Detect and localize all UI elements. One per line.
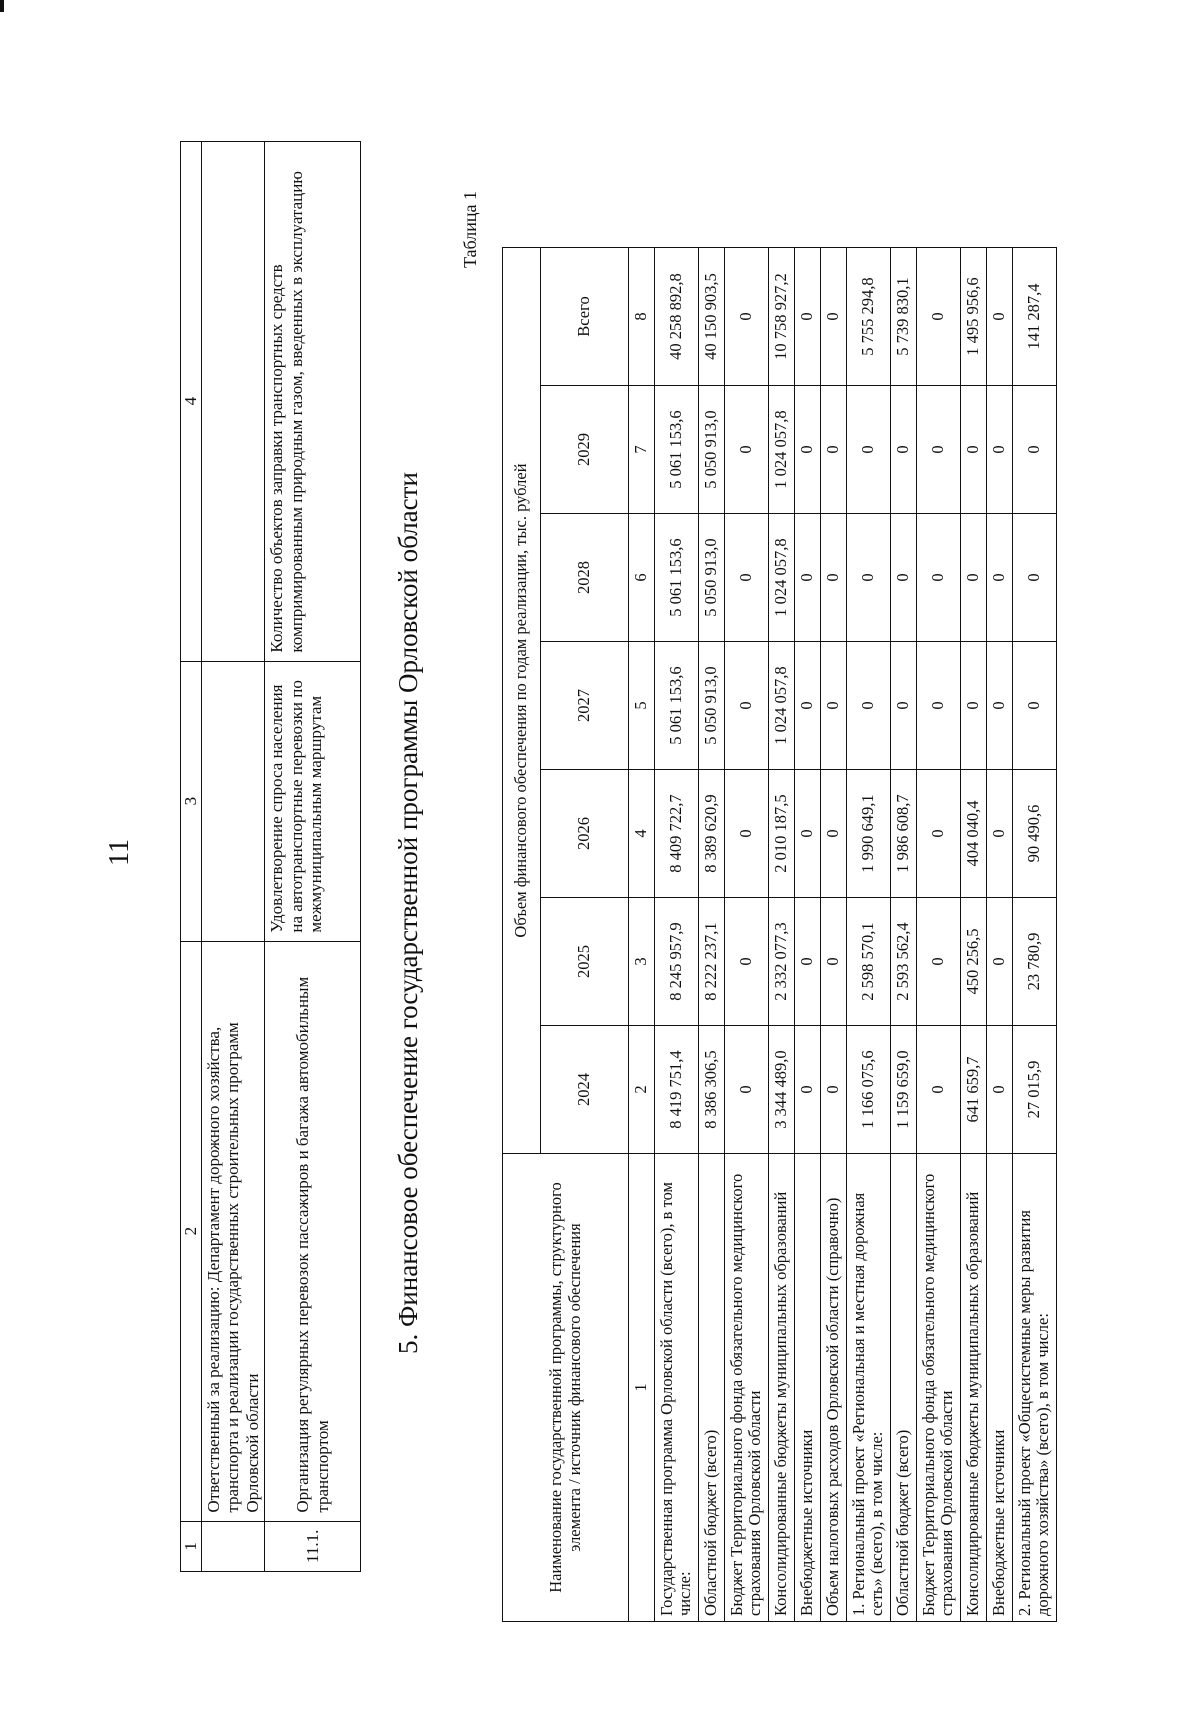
row-total-cell: 0	[821, 248, 847, 386]
row-value-cell: 0	[795, 770, 821, 898]
row-value-cell: 27 015,9	[1013, 1026, 1057, 1154]
activities-header-cell: 3	[181, 661, 202, 941]
row-total-cell: 0	[725, 248, 769, 386]
row-value-cell: 0	[891, 386, 917, 514]
row-value-cell: 1 986 608,7	[891, 770, 917, 898]
row-total-cell: 0	[987, 248, 1013, 386]
table-label: Таблица 1	[460, 191, 480, 268]
financing-header-row	[503, 248, 541, 1622]
row-value-cell: 8 386 306,5	[699, 1026, 725, 1154]
activities-header-cell: 2	[181, 941, 202, 1521]
row-value-cell: 1 990 649,1	[847, 770, 891, 898]
financing-row	[847, 248, 891, 1622]
row-value-cell: 5 050 913,0	[699, 514, 725, 642]
column-index-cell: 6	[629, 514, 655, 642]
row-value-cell: 0	[821, 514, 847, 642]
year-header: 2027	[541, 642, 629, 770]
financing-row	[725, 248, 769, 1622]
row-total-cell: 5 755 294,8	[847, 248, 891, 386]
activities-cell	[201, 1521, 265, 1571]
row-value-cell: 5 050 913,0	[699, 642, 725, 770]
row-value-cell: 5 050 913,0	[699, 386, 725, 514]
row-value-cell: 0	[891, 642, 917, 770]
row-value-cell: 2 598 570,1	[847, 898, 891, 1026]
row-value-cell: 0	[795, 514, 821, 642]
row-name-cell: Консолидированные бюджеты муниципальных образований	[769, 1154, 795, 1622]
row-total-cell: 0	[795, 248, 821, 386]
row-value-cell: 641 659,7	[961, 1026, 987, 1154]
row-value-cell: 0	[795, 898, 821, 1026]
row-value-cell: 0	[1013, 514, 1057, 642]
row-value-cell: 0	[917, 642, 961, 770]
row-name-cell: Бюджет Территориального фонда обязательного медицинского страхования Орловской области	[917, 1154, 961, 1622]
row-value-cell: 1 166 075,6	[847, 1026, 891, 1154]
row-value-cell: 0	[725, 386, 769, 514]
year-header: 2025	[541, 898, 629, 1026]
row-value-cell: 8 419 751,4	[655, 1026, 699, 1154]
responsible-cell: Ответственный за реализацию: Департамент дорожного хозяйства, транспорта и реализации государственных строительных программ Орловской области	[201, 941, 265, 1521]
row-value-cell: 0	[725, 514, 769, 642]
activity-name-cell: Организация регулярных перевозок пассажиров и багажа автомобильным транспортом	[265, 941, 361, 1521]
row-value-cell: 0	[987, 898, 1013, 1026]
row-value-cell: 0	[725, 642, 769, 770]
activities-row	[201, 141, 265, 1571]
column-index-cell: 7	[629, 386, 655, 514]
activity-indicator-cell: Количество объектов заправки транспортных средств компримированным природным газом, введенных в эксплуатацию	[265, 141, 361, 661]
row-value-cell: 5 061 153,6	[655, 386, 699, 514]
row-name-cell: Бюджет Территориального фонда обязательного медицинского страхования Орловской области	[725, 1154, 769, 1622]
row-value-cell: 0	[847, 386, 891, 514]
financing-row	[795, 248, 821, 1622]
row-value-cell: 90 490,6	[1013, 770, 1057, 898]
row-name-cell: Областной бюджет (всего)	[699, 1154, 725, 1622]
financing-table-body	[655, 248, 1057, 1622]
row-name-cell: Консолидированные бюджеты муниципальных образований	[961, 1154, 987, 1622]
row-value-cell: 0	[961, 514, 987, 642]
year-header: 2029	[541, 386, 629, 514]
row-value-cell: 1 024 057,8	[769, 514, 795, 642]
row-total-cell: 10 758 927,2	[769, 248, 795, 386]
column-index-cell: 3	[629, 898, 655, 1026]
financing-row	[891, 248, 917, 1622]
activities-cell	[201, 141, 265, 661]
section-title: 5. Финансовое обеспечение государственной программы Орловской области	[393, 472, 423, 1354]
row-value-cell: 0	[821, 386, 847, 514]
row-total-cell: 40 258 892,8	[655, 248, 699, 386]
financing-row	[1013, 248, 1057, 1622]
financing-row	[699, 248, 725, 1622]
row-value-cell: 1 024 057,8	[769, 642, 795, 770]
row-name-cell: Объем налоговых расходов Орловской области (справочно)	[821, 1154, 847, 1622]
column-index-cell: 1	[629, 1154, 655, 1622]
row-value-cell: 3 344 489,0	[769, 1026, 795, 1154]
column-index-cell: 5	[629, 642, 655, 770]
financing-table	[502, 247, 1057, 1622]
financing-row	[769, 248, 795, 1622]
row-value-cell: 0	[987, 514, 1013, 642]
row-name-cell: Внебюджетные источники	[795, 1154, 821, 1622]
row-value-cell: 0	[847, 642, 891, 770]
row-value-cell: 2 332 077,3	[769, 898, 795, 1026]
row-value-cell: 0	[821, 770, 847, 898]
activities-cell	[201, 661, 265, 941]
row-value-cell: 0	[917, 770, 961, 898]
row-value-cell: 0	[891, 514, 917, 642]
year-header: 2024	[541, 1026, 629, 1154]
row-value-cell: 404 040,4	[961, 770, 987, 898]
row-name-cell: 1. Региональный проект «Региональная и местная дорожная сеть» (всего), в том числе:	[847, 1154, 891, 1622]
financing-row	[821, 248, 847, 1622]
row-value-cell: 0	[987, 770, 1013, 898]
financing-group-header: Объем финансового обеспечения по годам реализации, тыс. рублей	[503, 248, 541, 1154]
activities-table	[180, 141, 361, 1572]
row-value-cell: 0	[917, 386, 961, 514]
row-value-cell: 0	[795, 386, 821, 514]
row-name-cell: Внебюджетные источники	[987, 1154, 1013, 1622]
row-total-cell: 1 495 956,6	[961, 248, 987, 386]
row-value-cell: 1 024 057,8	[769, 386, 795, 514]
financing-row	[961, 248, 987, 1622]
column-index-cell: 4	[629, 770, 655, 898]
row-value-cell: 0	[1013, 642, 1057, 770]
year-header: 2028	[541, 514, 629, 642]
row-value-cell: 0	[987, 642, 1013, 770]
row-value-cell: 0	[987, 386, 1013, 514]
page-number: 11	[104, 839, 135, 866]
row-value-cell: 8 222 237,1	[699, 898, 725, 1026]
row-value-cell: 0	[725, 898, 769, 1026]
column-index-cell: 2	[629, 1026, 655, 1154]
row-value-cell: 8 409 722,7	[655, 770, 699, 898]
row-value-cell: 1 159 659,0	[891, 1026, 917, 1154]
row-value-cell: 0	[1013, 386, 1057, 514]
row-value-cell: 0	[961, 642, 987, 770]
activity-number-cell: 11.1.	[265, 1521, 361, 1571]
row-value-cell: 0	[725, 770, 769, 898]
activities-header-cell: 4	[181, 141, 202, 661]
column-index-cell: 8	[629, 248, 655, 386]
row-value-cell: 0	[821, 642, 847, 770]
row-value-cell: 450 256,5	[961, 898, 987, 1026]
row-value-cell: 23 780,9	[1013, 898, 1057, 1026]
financing-row	[655, 248, 699, 1622]
row-total-cell: 0	[917, 248, 961, 386]
column-index-row	[629, 248, 655, 1622]
row-total-cell: 5 739 830,1	[891, 248, 917, 386]
row-value-cell: 5 061 153,6	[655, 642, 699, 770]
row-value-cell: 0	[917, 898, 961, 1026]
row-value-cell: 5 061 153,6	[655, 514, 699, 642]
activities-header-row	[181, 141, 202, 1571]
row-value-cell: 0	[917, 1026, 961, 1154]
row-name-cell: Областной бюджет (всего)	[891, 1154, 917, 1622]
row-value-cell: 0	[961, 386, 987, 514]
scan-mark	[0, 0, 4, 12]
row-value-cell: 2 593 562,4	[891, 898, 917, 1026]
row-value-cell: 0	[987, 1026, 1013, 1154]
activities-row	[265, 141, 361, 1571]
row-value-cell: 8 389 620,9	[699, 770, 725, 898]
row-total-cell: 141 287,4	[1013, 248, 1057, 386]
row-name-cell: 2. Региональный проект «Общесистемные меры развития дорожного хозяйства» (всего), в том числе:	[1013, 1154, 1057, 1622]
total-header: Всего	[541, 248, 629, 386]
row-value-cell: 8 245 957,9	[655, 898, 699, 1026]
row-value-cell: 0	[821, 1026, 847, 1154]
financing-row	[987, 248, 1013, 1622]
row-total-cell: 40 150 903,5	[699, 248, 725, 386]
row-value-cell: 0	[795, 1026, 821, 1154]
name-column-header: Наименование государственной программы, структурного элемента / источник финансового обеспечения	[503, 1154, 629, 1622]
year-header: 2026	[541, 770, 629, 898]
row-value-cell: 2 010 187,5	[769, 770, 795, 898]
row-value-cell: 0	[795, 642, 821, 770]
row-value-cell: 0	[847, 514, 891, 642]
row-name-cell: Государственная программа Орловской области (всего), в том числе:	[655, 1154, 699, 1622]
row-value-cell: 0	[917, 514, 961, 642]
activities-header-cell: 1	[181, 1521, 202, 1571]
row-value-cell: 0	[725, 1026, 769, 1154]
financing-row	[917, 248, 961, 1622]
row-value-cell: 0	[821, 898, 847, 1026]
activity-result-cell: Удовлетворение спроса населения на автотранспортные перевозки по межмуниципальным маршрутам	[265, 661, 361, 941]
